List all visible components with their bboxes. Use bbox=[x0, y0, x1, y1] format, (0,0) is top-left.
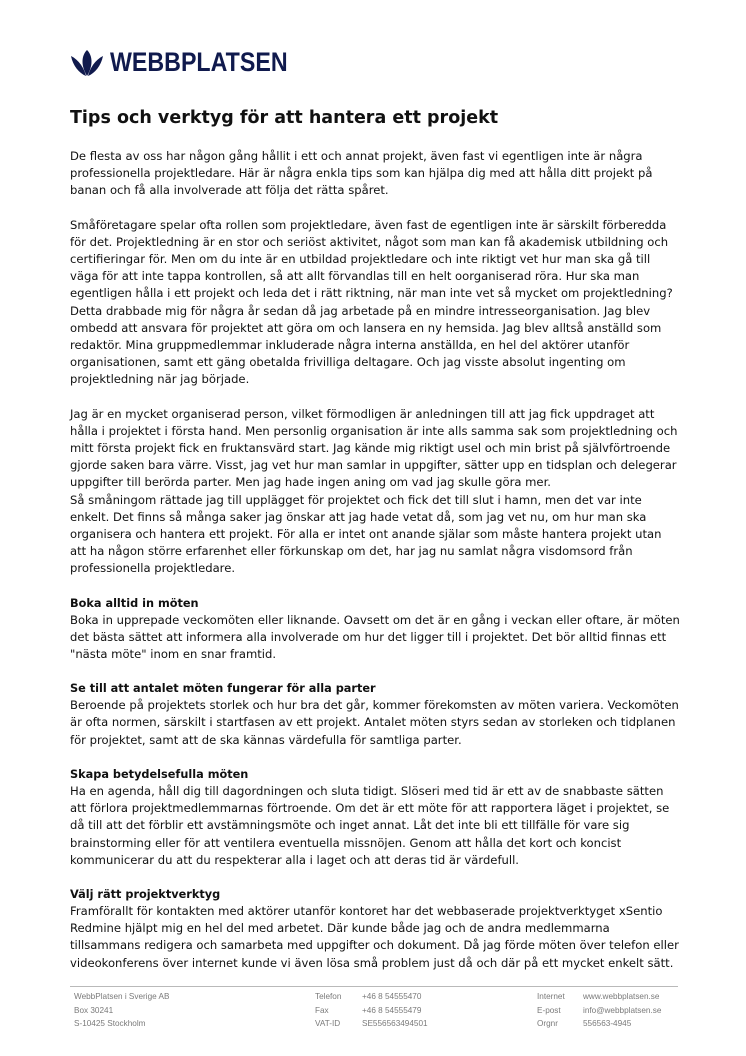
tulip-logo-icon bbox=[70, 46, 104, 78]
section-betydelsefulla-moten bbox=[70, 766, 680, 869]
logo-wordmark: WEBBPLATSEN bbox=[110, 46, 288, 77]
footer-label-vat: VAT-ID bbox=[315, 1019, 341, 1029]
logo bbox=[70, 42, 317, 82]
section-projektverktyg bbox=[70, 886, 680, 972]
footer-label-phone: Telefon bbox=[315, 992, 342, 1001]
footer-email-link[interactable]: info@webbplatsen.se bbox=[583, 1005, 662, 1015]
section-heading: Boka alltid in möten bbox=[70, 596, 199, 610]
section-text: Boka in upprepade veckomöten eller liknande. Oavsett om det är en gång i veckan eller oftare, är möten det bästa sättet att informera alla involverade om hur det ligger till i projektet. Det bör alltid finnas ett "nästa möte" inom en snar framtid. bbox=[70, 612, 680, 662]
section-antal-moten bbox=[70, 680, 680, 749]
footer-phone: +46 8 54555470 bbox=[362, 992, 422, 1001]
footer-company-name: WebbPlatsen i Sverige AB bbox=[74, 992, 170, 1001]
section-text: Beroende på projektets storlek och hur bra det går, kommer förekomsten av möten variera. Veckomöten är ofta normen, särskilt i startfasen av ett projekt. Antalet möten styrs sedan av storleken och tidplanen för projektet, samt att de ska kännas värdefulla för samtliga parter. bbox=[70, 698, 679, 747]
intro-paragraph-4: Så småningom rättade jag till upplägget för projektet och fick det till slut i hamn, men det var inte enkelt. Det finns så många saker jag önskar att jag hade vetat då, som jag vet nu, om hur man ska organisera och hantera ett projekt. För alla er intet ont anande själar som måste hantera projekt utan att ha någon större erfarenhet eller förkunskap om det, har jag nu samlat några visdomsord från professionella projektledare. bbox=[70, 492, 662, 576]
section-heading: Skapa betydelsefulla möten bbox=[70, 767, 249, 781]
footer-website-link[interactable]: www.webbplatsen.se bbox=[583, 992, 660, 1001]
footer-web-values bbox=[583, 990, 661, 1031]
section-heading: Se till att antalet möten fungerar för alla parter bbox=[70, 682, 376, 696]
footer-label-orgnr: Orgnr bbox=[537, 1019, 558, 1029]
intro-paragraph-2: Småföretagare spelar ofta rollen som projektledare, även fast de egentligen inte är särskilt förberedda för det. Projektledning är en stor och seriöst aktivitet, något som man kan få akademisk utbildning och certifieringar för. Men om du inte är en utbildad projektledare och inte riktigt vet hur man ska gå till väga för att inte tappa kontrollen, så att allt förvandlas till en helt oorganiserad röra. Hur ska man egentligen hålla i ett projekt och leda det i rätt riktning, när man inte vet så mycket om projektledning? Detta drabbade mig för några år sedan då jag arbetade på en mindre intresseorganisation. Jag blev ombedd att ansvara för projektet att göra om och lansera en ny hemsida. Jag blev alltså anställd som redaktör. Mina gruppmedlemmar inkluderade några interna anställda, en hel del aktörer utanför organisationen, samt ett gäng obetalda frivilliga deltagare. Och jag visste absolut ingenting om projektledning när jag började. bbox=[70, 217, 673, 387]
intro-paragraph-3: Jag är en mycket organiserad person, vilket förmodligen är anledningen till att jag fick uppdraget att hålla i projektet i första hand. Men personlig organisation är inte alls samma sak som projektledning och mitt första projekt fick en fruktansvärd start. Jag kände mig riktigt usel och min brist på självförtroende gjorde saken bara värre. Visst, jag vet hur man samlar in uppgifter, sätter upp en tidsplan och delegerar uppgifter till berörda parter. Men jag hade ingen aning om vad jag skulle göra mer. bbox=[70, 406, 678, 490]
intro-paragraph-1: De flesta av oss har någon gång hållit i ett och annat projekt, även fast vi egentligen inte är några professionella projektledare. Här är några enkla tips som kan hjälpa dig med att hålla ditt projekt på banan och få alla involverade att följa det rätta spåret. bbox=[70, 149, 653, 198]
section-text: Framförallt för kontakten med aktörer utanför kontoret har det webbaserade projektverktyget xSentio Redmine hjälpt mig en hel del med arbetet. Där kunde både jag och de andra medlemmarna tillsammans redigera och samarbeta med uppgifter och dokument. Då jag förde möten över telefon eller videokonferens över internet kunde vi även lösa små problem just då och där på ett mycket enkelt sätt. bbox=[70, 903, 679, 970]
footer-city: S-10425 Stockholm bbox=[74, 1019, 146, 1029]
section-heading: Välj rätt projektverktyg bbox=[70, 887, 221, 901]
footer-web-labels bbox=[537, 990, 565, 1031]
page-title: Tips och verktyg för att hantera ett projekt bbox=[70, 108, 499, 128]
footer-orgnr: 556563-4945 bbox=[583, 1019, 632, 1029]
footer-divider bbox=[70, 986, 678, 987]
footer-fax: +46 8 54555479 bbox=[362, 1005, 422, 1015]
footer-label-email: E-post bbox=[537, 1005, 561, 1015]
footer-label-internet: Internet bbox=[537, 992, 565, 1001]
section-boka-moten bbox=[70, 595, 680, 664]
footer-vat: SE556563494501 bbox=[362, 1019, 428, 1029]
footer-address: Box 30241 bbox=[74, 1005, 114, 1015]
footer-label-fax: Fax bbox=[315, 1005, 329, 1015]
article-body bbox=[70, 148, 680, 989]
footer-contact-labels bbox=[315, 990, 341, 1031]
footer-contact-values bbox=[362, 990, 428, 1031]
section-text: Ha en agenda, håll dig till dagordningen och sluta tidigt. Slöseri med tid är ett av de snabbaste sätten att förlora projektmedlemmarnas förtroende. Om det är ett möte för att rapportera läget i projektet, se då till att det förblir ett avstämningsmöte och inget annat. Låt det inte bli ett tillfälle för vare sig brainstorming eller för att ventilera eventuella missnöjen. Genom att hålla det kort och koncist kommunicerar du att du respekterar alla i laget och att deras tid är värdefull. bbox=[70, 783, 670, 867]
footer-company bbox=[74, 990, 169, 1031]
